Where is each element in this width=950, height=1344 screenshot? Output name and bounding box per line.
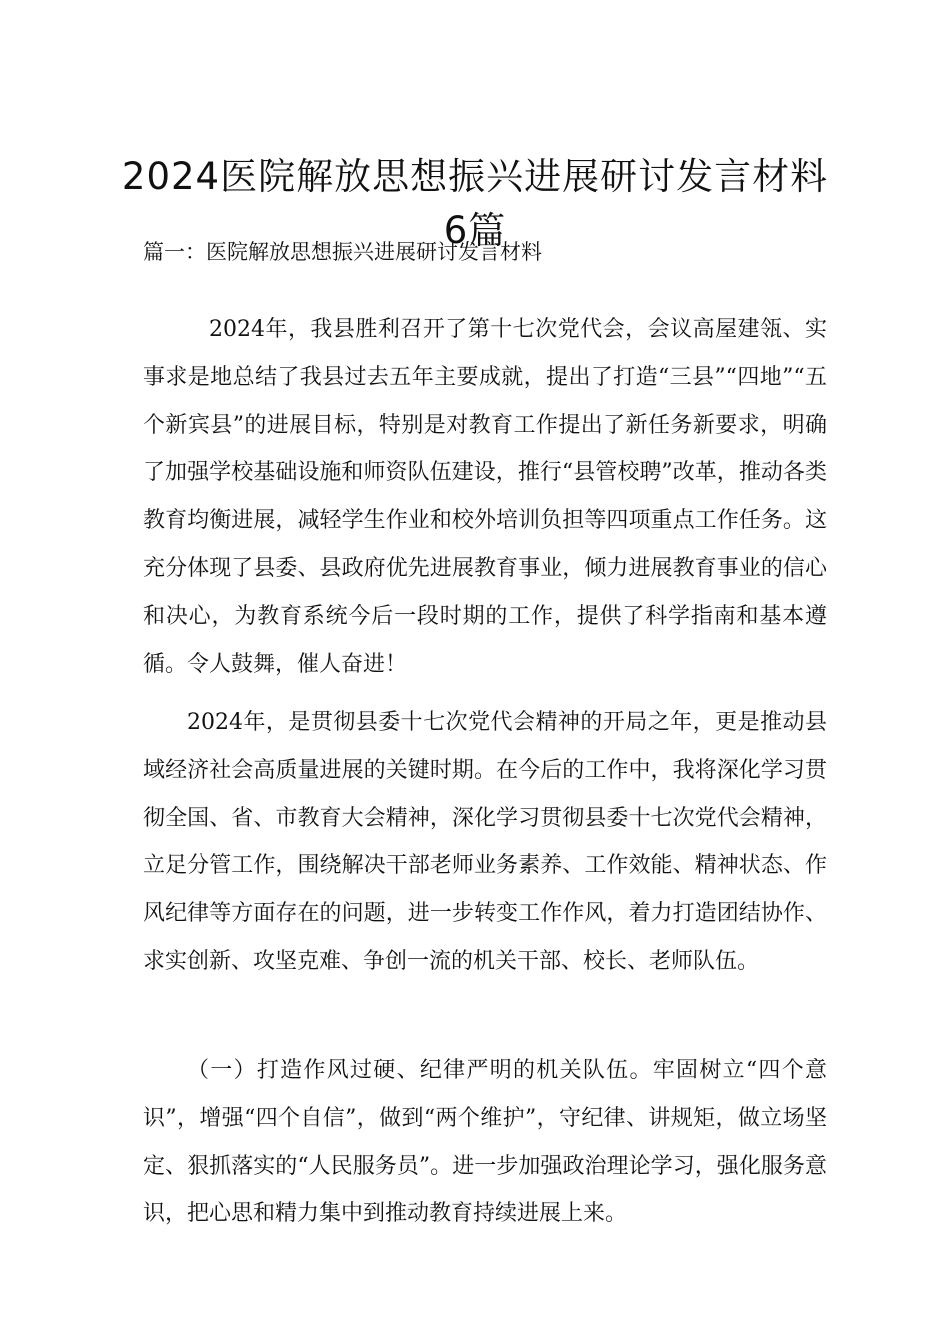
section-heading: 篇一：医院解放思想振兴进展研讨发言材料 <box>143 240 542 264</box>
paragraph-3: （一）打造作风过硬、纪律严明的机关队伍。牢固树立“四个意识”，增强“四个自信”，做到“两个维护”，守纪律、讲规矩，做立场坚定、狠抓落实的“人民服务员”。进一步加强政治理论学习，强化服务意识，把心思和精力集中到推动教育持续进展上来。 <box>143 1058 827 1227</box>
paragraph-2: 2024年，是贯彻县委十七次党代会精神的开局之年，更是推动县域经济社会高质量进展的关键时期。在今后的工作中，我将深化学习贯彻全国、省、市教育大会精神，深化学习贯彻县委十七次党代会精神，立足分管工作，围绕解决干部老师业务素养、工作效能、精神状态、作风纪律等方面存在的问题，进一步转变工作作风，着力打造团结协作、求实创新、攻坚克难、争创一流的机关干部、校长、老师队伍。 <box>143 710 827 974</box>
document-title: 2024医院解放思想振兴进展研讨发言材料6篇 <box>121 154 829 252</box>
paragraph-1: 2024年，我县胜利召开了第十七次党代会，会议高屋建瓴、实事求是地总结了我县过去五年主要成就，提出了打造“三县”“四地”“五个新宾县”的进展目标，特别是对教育工作提出了新任务新要求，明确了加强学校基础设施和师资队伍建设，推行“县管校聘”改革，推动各类教育均衡进展，减轻学生作业和校外培训负担等四项重点工作任务。这充分体现了县委、县政府优先进展教育事业，倾力进展教育事业的信心和决心，为教育系统今后一段时期的工作，提供了科学指南和基本遵循。令人鼓舞，催人奋进！ <box>143 317 827 677</box>
